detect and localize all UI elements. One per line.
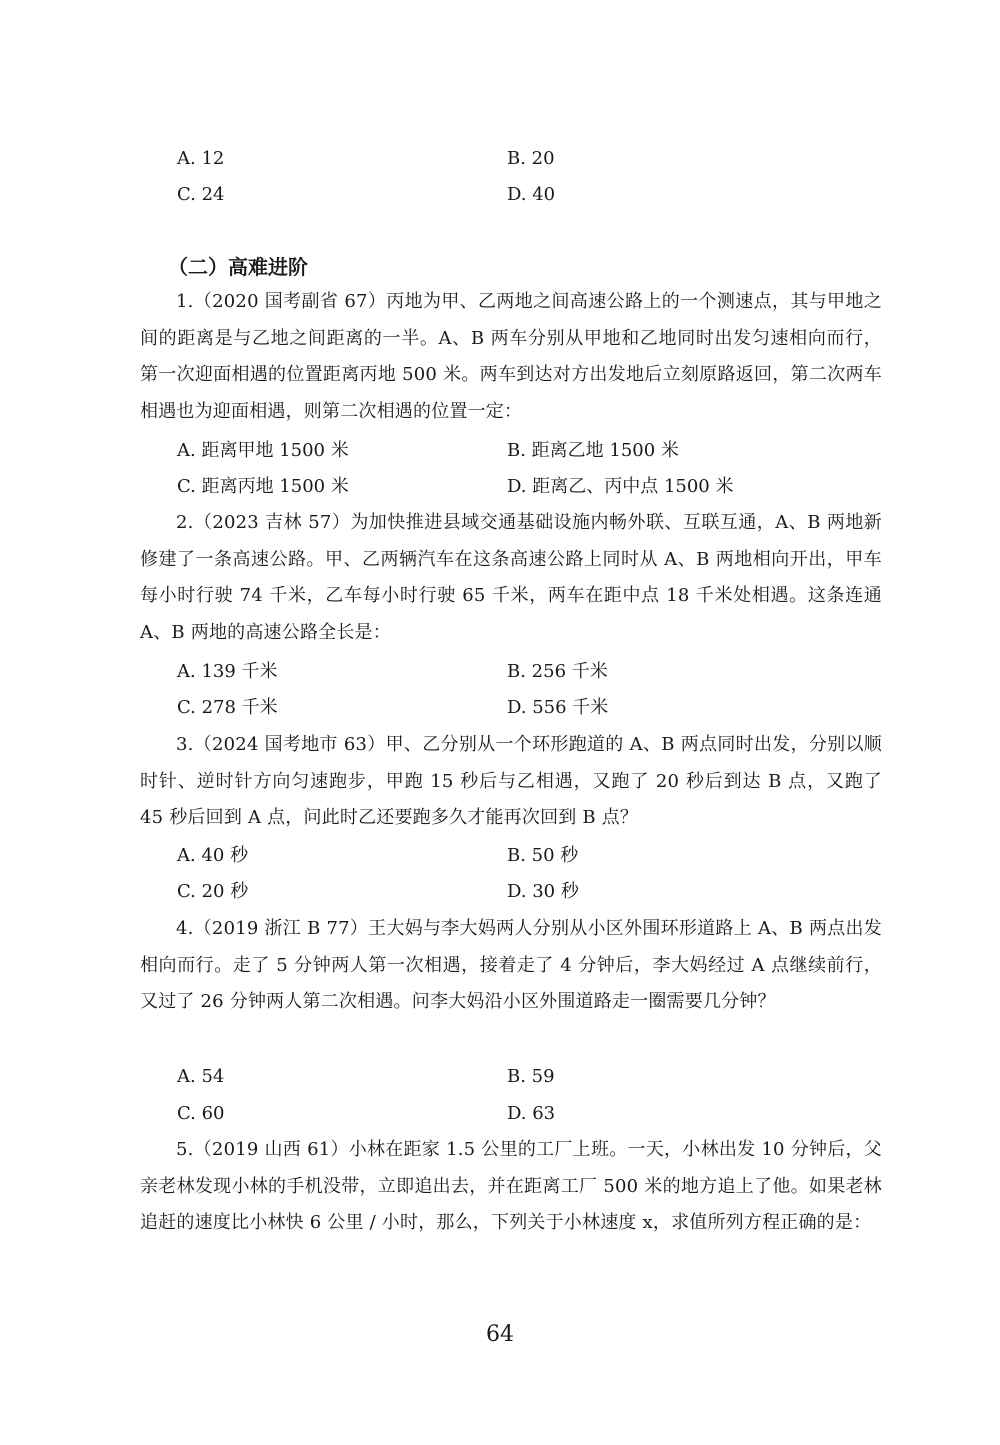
question-4-option-c: C. 60 bbox=[177, 1103, 225, 1124]
question-2-option-c: C. 278 千米 bbox=[177, 697, 278, 718]
page-number: 64 bbox=[486, 1322, 514, 1347]
question-4-option-a: A. 54 bbox=[177, 1066, 225, 1087]
question-4-option-b: B. 59 bbox=[507, 1066, 555, 1087]
question-3-option-d: D. 30 秒 bbox=[507, 881, 579, 902]
question-3-option-c: C. 20 秒 bbox=[177, 881, 249, 902]
question-4-option-d: D. 63 bbox=[507, 1103, 556, 1124]
question-2-option-d: D. 556 千米 bbox=[507, 697, 609, 718]
question-1-option-c: C. 距离丙地 1500 米 bbox=[177, 476, 349, 497]
prev-option-a: A. 12 bbox=[177, 148, 225, 169]
question-2-options-row-2 bbox=[177, 693, 897, 723]
question-3-options-row-1 bbox=[177, 841, 897, 871]
question-2-text: 2.（2023 吉林 57）为加快推进县域交通基础设施内畅外联、互联互通，A、B 两地新修建了一条高速公路。甲、乙两辆汽车在这条高速公路上同时从 A、B 两地相向开出，甲车每小时行驶 74 千米，乙车每小时行驶 65 千米，两车在距中点 18 千米处相遇。这条连通 A、B 两地的高速公路全长是： bbox=[140, 512, 882, 643]
question-1-options-row-2 bbox=[177, 472, 897, 502]
question-1-text: 1.（2020 国考副省 67）丙地为甲、乙两地之间高速公路上的一个测速点，其与甲地之间的距离是与乙地之间距离的一半。A、B 两车分别从甲地和乙地同时出发匀速相向而行，第一次迎面相遇的位置距离丙地 500 米。两车到达对方出发地后立刻原路返回，第二次两车相遇也为迎面相遇，则第二次相遇的位置一定： bbox=[140, 291, 882, 422]
question-2-option-a: A. 139 千米 bbox=[177, 661, 278, 682]
prev-option-b: B. 20 bbox=[507, 148, 555, 169]
question-4-text: 4.（2019 浙江 B 77）王大妈与李大妈两人分别从小区外围环形道路上 A、B 两点出发相向而行。走了 5 分钟两人第一次相遇，接着走了 4 分钟后，李大妈经过 A 点继续前行，又过了 26 分钟两人第二次相遇。问李大妈沿小区外围道路走一圈需要几分钟？ bbox=[140, 918, 882, 1012]
question-4-options-row-1 bbox=[177, 1062, 897, 1092]
question-1-option-d: D. 距离乙、丙中点 1500 米 bbox=[507, 476, 734, 497]
question-3-text: 3.（2024 国考地市 63）甲、乙分别从一个环形跑道的 A、B 两点同时出发，分别以顺时针、逆时针方向匀速跑步，甲跑 15 秒后与乙相遇，又跑了 20 秒后到达 B 点，又跑了 45 秒后回到 A 点，问此时乙还要跑多久才能再次回到 B 点？ bbox=[140, 734, 882, 828]
question-1-option-a: A. 距离甲地 1500 米 bbox=[177, 440, 349, 461]
question-3-option-b: B. 50 秒 bbox=[507, 845, 579, 866]
question-5-text: 5.（2019 山西 61）小林在距家 1.5 公里的工厂上班。一天，小林出发 10 分钟后，父亲老林发现小林的手机没带，立即追出去，并在距离工厂 500 米的地方追上了他。如果老林追赶的速度比小林快 6 公里 / 小时，那么，下列关于小林速度 x，求值所列方程正确的是： bbox=[140, 1139, 882, 1233]
question-1-option-b: B. 距离乙地 1500 米 bbox=[507, 440, 679, 461]
question-1-options-row-1 bbox=[177, 436, 897, 466]
question-2-option-b: B. 256 千米 bbox=[507, 661, 608, 682]
prev-options-row-1 bbox=[177, 144, 897, 174]
prev-option-c: C. 24 bbox=[177, 184, 225, 205]
prev-options-row-2 bbox=[177, 180, 897, 210]
question-2-options-row-1 bbox=[177, 657, 897, 687]
section-heading: （二）高难进阶 bbox=[168, 255, 308, 279]
question-3-options-row-2 bbox=[177, 877, 897, 907]
prev-option-d: D. 40 bbox=[507, 184, 556, 205]
question-3-option-a: A. 40 秒 bbox=[177, 845, 249, 866]
question-4-options-row-2 bbox=[177, 1099, 897, 1129]
